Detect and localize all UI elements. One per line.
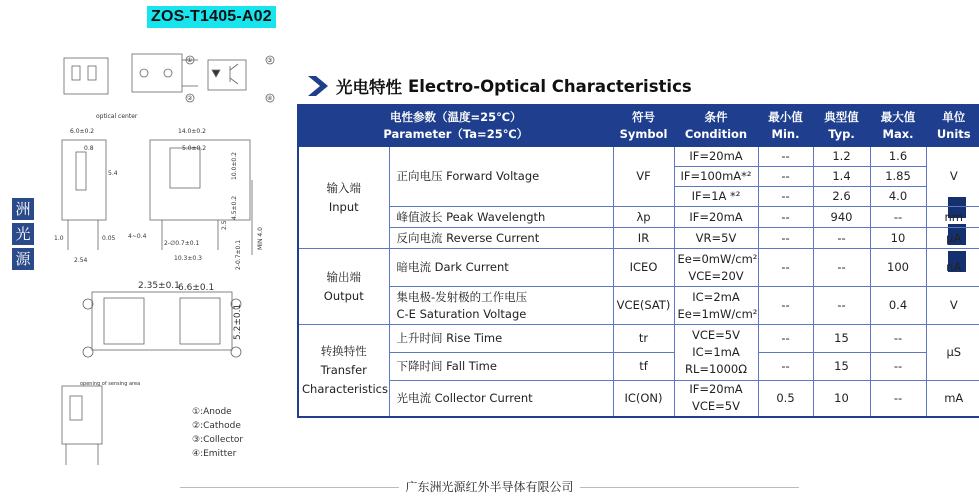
opening-label: opening of sensing area: [80, 381, 141, 387]
company-name: 广东洲光源红外半导体有限公司: [399, 480, 579, 494]
header-condition: 条件 Condition: [674, 105, 758, 147]
cond-cell: IC=2mA Ee=1mW/cm²: [674, 287, 758, 325]
symbol-cell: tf: [613, 353, 674, 381]
dimension: 5.4: [108, 170, 118, 177]
max-cell: 0.4: [870, 287, 926, 325]
package-top-left: [64, 58, 108, 94]
symbol-cell: IC(ON): [613, 381, 674, 417]
table-row: [298, 287, 979, 325]
dimension: 5.2±0.1: [233, 303, 243, 340]
min-cell: --: [758, 353, 813, 381]
table-row: [298, 325, 979, 353]
pin-legend: ③:Collector: [192, 435, 244, 445]
dimension: 0.8: [84, 145, 94, 152]
dimension: 6.0±0.2: [70, 128, 95, 135]
symbol-cell: IR: [613, 228, 674, 249]
cond-cell: IF=20mA VCE=5V: [674, 381, 758, 417]
dimension: 2.5: [221, 220, 228, 230]
cond-cell: IF=20mA: [674, 147, 758, 167]
side-brand-char: 源: [12, 248, 34, 270]
pin-number: ③: [267, 57, 273, 64]
dimension: 4.5±0.2: [231, 195, 238, 220]
max-cell: --: [870, 381, 926, 417]
max-cell: 10: [870, 228, 926, 249]
typ-cell: --: [813, 287, 870, 325]
param-reverse-current: 反向电流 Reverse Current: [389, 228, 613, 249]
header-min: 最小值 Min.: [758, 105, 813, 147]
symbol-cell: ICEO: [613, 249, 674, 287]
typ-cell: 1.4: [813, 167, 870, 187]
section-title-cn: 光电特性: [336, 78, 402, 97]
pin-number: ①: [187, 57, 193, 64]
min-cell: --: [758, 167, 813, 187]
min-cell: --: [758, 249, 813, 287]
symbol-cell: tr: [613, 325, 674, 353]
dimension: 2-0.7±0.1: [235, 239, 242, 270]
header-max: 最大值 Max.: [870, 105, 926, 147]
cond-cell: IF=20mA: [674, 207, 758, 228]
dimension: MIN 4.0: [257, 227, 264, 250]
cond-cell: VR=5V: [674, 228, 758, 249]
unit-cell: μS: [926, 325, 979, 381]
pin-number: ②: [187, 95, 193, 102]
dimension: 2.54: [74, 257, 88, 264]
group-output: 输出端 Output: [298, 249, 389, 325]
dimension: 1.0: [54, 235, 64, 242]
unit-cell: mA: [926, 381, 979, 417]
header-parameter: 电性参数（温度=25℃） Parameter（Ta=25℃）: [298, 105, 613, 147]
dimension: 10.3±0.3: [174, 255, 202, 262]
symbol-cell: λp: [613, 207, 674, 228]
min-cell: 0.5: [758, 381, 813, 417]
min-cell: --: [758, 228, 813, 249]
dimension: 10.0±0.2: [231, 152, 238, 180]
table-row: [298, 207, 979, 228]
table-header-row: [298, 105, 979, 147]
pad-right: [180, 298, 220, 344]
unit-cell: nA: [926, 249, 979, 287]
side-brand: [12, 198, 36, 273]
unit-cell: nm: [926, 207, 979, 228]
cond-cell: IF=100mA*²: [674, 167, 758, 187]
footer: [0, 478, 979, 496]
typ-cell: --: [813, 228, 870, 249]
min-cell: --: [758, 325, 813, 353]
package-top-right: [132, 54, 182, 92]
pin-legend: ④:Emitter: [192, 449, 237, 459]
symbol-cell: VCE(SAT): [613, 287, 674, 325]
cond-cell: IF=1A *²: [674, 187, 758, 207]
dimension: 6.6±0.1: [178, 283, 215, 293]
param-peak-wavelength: 峰值波长 Peak Wavelength: [389, 207, 613, 228]
min-cell: --: [758, 187, 813, 207]
dimension: 2.35±0.1: [138, 281, 180, 291]
side-brand-char: 光: [12, 223, 34, 245]
param-forward-voltage: 正向电压 Forward Voltage: [389, 147, 613, 207]
header-units: 单位 Units: [926, 105, 979, 147]
typ-cell: --: [813, 249, 870, 287]
typ-cell: 15: [813, 325, 870, 353]
table-row: [298, 249, 979, 287]
section-title-en: Electro-Optical Characteristics: [408, 76, 692, 96]
typ-cell: 10: [813, 381, 870, 417]
param-fall-time: 下降时间 Fall Time: [389, 353, 613, 381]
chevron-right-icon: [306, 75, 330, 97]
cond-cell: VCE=5V IC=1mA RL=1000Ω: [674, 325, 758, 381]
max-cell: 1.85: [870, 167, 926, 187]
side-brand-char: 洲: [12, 198, 34, 220]
unit-cell: V: [926, 147, 979, 207]
table-row: [298, 147, 979, 167]
max-cell: --: [870, 353, 926, 381]
section-title: [306, 72, 692, 100]
dimension: 0.05: [102, 235, 116, 242]
optical-center-label: optical center: [96, 113, 138, 120]
dimension: 14.0±0.2: [178, 128, 206, 135]
param-collector-current: 光电流 Collector Current: [389, 381, 613, 417]
electro-optical-table: [297, 104, 979, 418]
unit-cell: V: [926, 287, 979, 325]
dimension: 2-∅0.7±0.1: [164, 240, 200, 247]
header-symbol: 符号 Symbol: [613, 105, 674, 147]
max-cell: --: [870, 325, 926, 353]
group-input: 输入端 Input: [298, 147, 389, 249]
group-transfer: 转换特性 Transfer Characteristics: [298, 325, 389, 417]
max-cell: 1.6: [870, 147, 926, 167]
param-saturation-voltage: 集电极-发射极的工作电压 C-E Saturation Voltage: [389, 287, 613, 325]
header-typ: 典型值 Typ.: [813, 105, 870, 147]
dimension: 4~0.4: [128, 233, 147, 240]
cond-cell: Ee=0mW/cm² VCE=20V: [674, 249, 758, 287]
typ-cell: 1.2: [813, 147, 870, 167]
max-cell: 100: [870, 249, 926, 287]
table-row: [298, 381, 979, 417]
param-dark-current: 暗电流 Dark Current: [389, 249, 613, 287]
table-row: [298, 353, 979, 381]
pin-legend: ②:Cathode: [192, 421, 241, 431]
max-cell: --: [870, 207, 926, 228]
pin-number: ④: [267, 95, 273, 102]
dimension: 5.0±0.2: [182, 145, 207, 152]
part-number-label: ZOS-T1405-A02: [147, 6, 276, 28]
min-cell: --: [758, 207, 813, 228]
min-cell: --: [758, 147, 813, 167]
min-cell: --: [758, 287, 813, 325]
typ-cell: 940: [813, 207, 870, 228]
symbol-vf: VF: [613, 147, 674, 207]
max-cell: 4.0: [870, 187, 926, 207]
typ-cell: 15: [813, 353, 870, 381]
mechanical-drawing: [40, 40, 280, 470]
pin-legend: ①:Anode: [192, 407, 232, 417]
param-rise-time: 上升时间 Rise Time: [389, 325, 613, 353]
unit-cell: μA: [926, 228, 979, 249]
table-row: [298, 228, 979, 249]
typ-cell: 2.6: [813, 187, 870, 207]
pad-left: [104, 298, 144, 344]
